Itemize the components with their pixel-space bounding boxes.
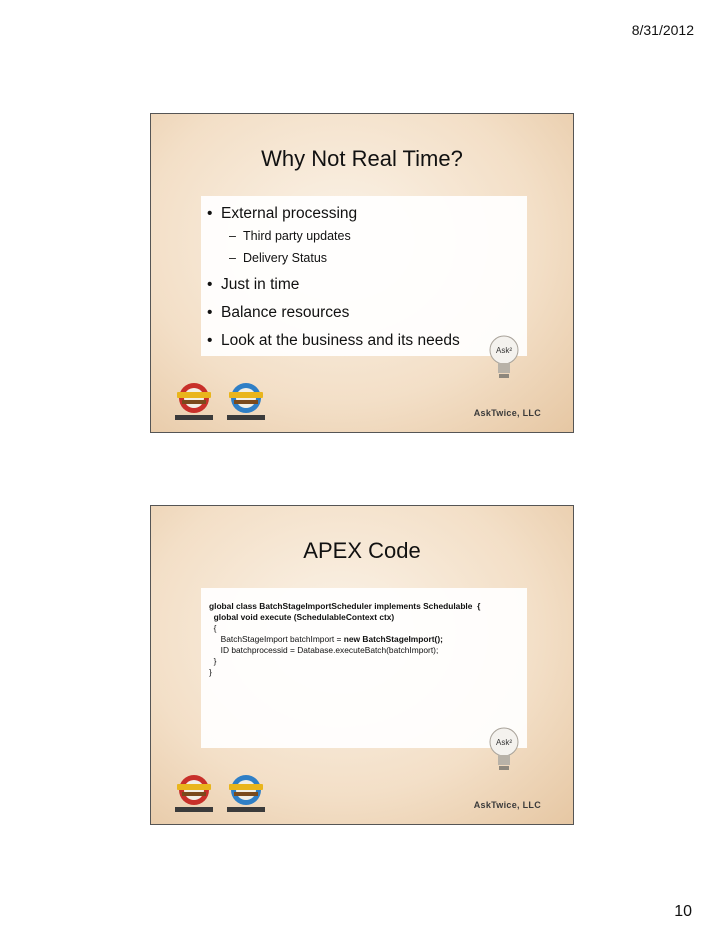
admin-certified-badge-icon bbox=[173, 380, 215, 422]
header-date: 8/31/2012 bbox=[631, 22, 694, 38]
developer-certified-badge-icon bbox=[225, 380, 267, 422]
page-number: 10 bbox=[674, 903, 692, 920]
sub-bullet-item: – Third party updates bbox=[229, 229, 351, 243]
code-line: global void execute (SchedulableContext ctx) bbox=[213, 612, 395, 622]
svg-text:Ask²: Ask² bbox=[496, 738, 512, 747]
lightbulb-icon bbox=[487, 724, 521, 784]
bullet-item: • Just in time bbox=[207, 276, 300, 293]
code-line: { bbox=[213, 623, 217, 633]
code-line: } bbox=[213, 656, 217, 666]
certification-logos bbox=[173, 380, 273, 422]
company-name: AskTwice, LLC bbox=[473, 408, 541, 418]
sub-bullet-item: – Delivery Status bbox=[229, 251, 328, 265]
code-line: } bbox=[209, 667, 212, 677]
code-line: global class BatchStageImportScheduler implements Schedulable { bbox=[209, 601, 481, 611]
svg-text:Ask²: Ask² bbox=[496, 346, 512, 355]
bullet-item: • External processing bbox=[207, 205, 358, 222]
slide-apex-code bbox=[150, 505, 574, 825]
slide-title: APEX Code bbox=[303, 538, 421, 563]
lightbulb-icon bbox=[487, 332, 521, 392]
bullet-item: • Look at the business and its needs bbox=[207, 332, 460, 349]
slide-title: Why Not Real Time? bbox=[261, 146, 463, 171]
code-line: new BatchStageImport(); bbox=[343, 634, 443, 644]
developer-certified-badge-icon bbox=[225, 772, 267, 814]
admin-certified-badge-icon bbox=[173, 772, 215, 814]
slide-why-not-real-time bbox=[150, 113, 574, 433]
code-line: BatchStageImport batchImport = bbox=[220, 634, 344, 644]
code-block bbox=[209, 601, 480, 678]
company-name: AskTwice, LLC bbox=[473, 800, 541, 810]
bullet-item: • Balance resources bbox=[207, 304, 350, 321]
certification-logos bbox=[173, 772, 273, 814]
code-line: ID batchprocessid = Database.executeBatch(batchImport); bbox=[220, 645, 439, 655]
